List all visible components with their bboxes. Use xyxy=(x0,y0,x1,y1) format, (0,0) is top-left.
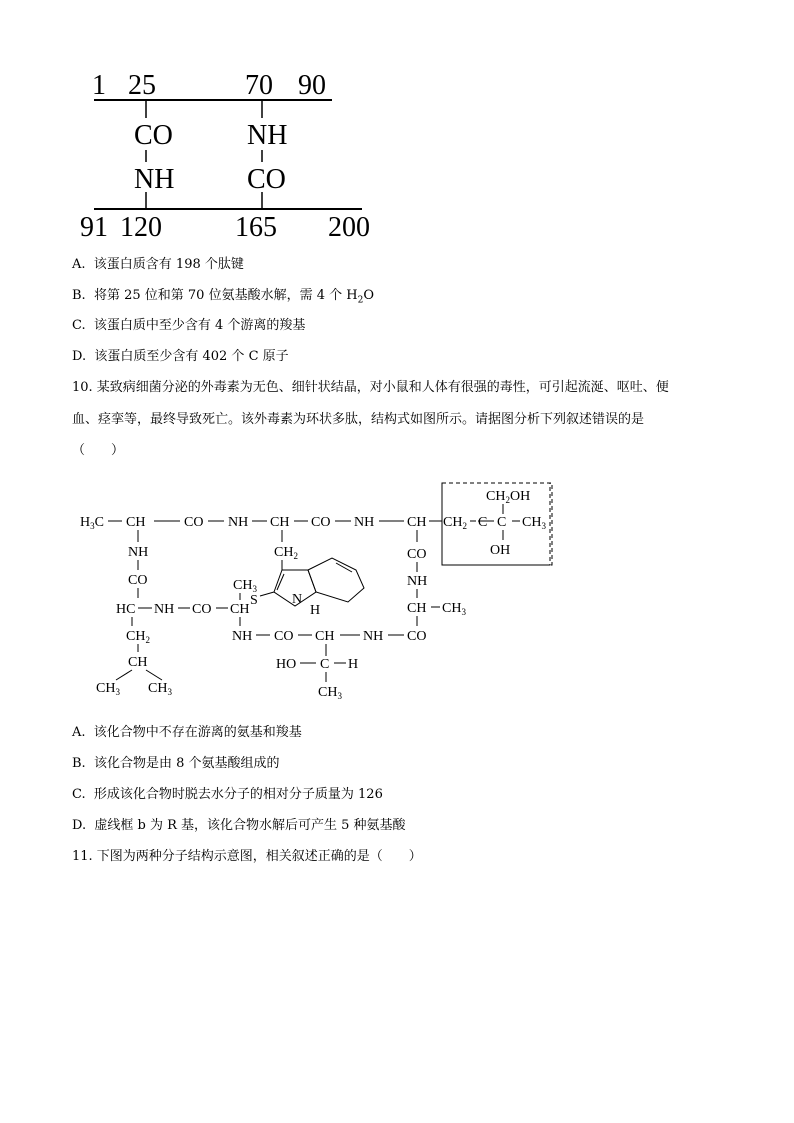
indole-h-label: H xyxy=(310,603,321,618)
svg-text:CO: CO xyxy=(407,547,427,562)
ch3-label-bottom: $CH_3$ xyxy=(318,685,342,701)
r-group-contents xyxy=(440,478,560,578)
position-label-90: 90 xyxy=(298,70,326,101)
q10-option-c: C. 形成该化合物时脱去水分子的相对分子质量为 126 xyxy=(72,787,383,802)
q10-option-a: A. 该化合物中不存在游离的氨基和羧基 xyxy=(72,725,302,740)
ch2oh-label: $CH_2OH$ xyxy=(486,489,531,505)
position-label-120: 120 xyxy=(120,212,162,243)
svg-text:HC: HC xyxy=(116,602,136,617)
ch2-label-left: $CH_2$ xyxy=(126,629,150,645)
position-label-70: 70 xyxy=(245,70,273,101)
svg-text:CH: CH xyxy=(407,601,427,616)
svg-text:NH: NH xyxy=(128,545,149,560)
ch3-label-box: $CH_3$ xyxy=(522,515,546,531)
svg-text:NH: NH xyxy=(363,629,384,644)
svg-text:CH: CH xyxy=(407,515,427,530)
svg-text:H: H xyxy=(348,657,359,672)
svg-text:NH: NH xyxy=(154,602,175,617)
svg-text:CH: CH xyxy=(230,602,250,617)
position-label-25: 25 xyxy=(128,70,156,101)
position-label-91: 91 xyxy=(80,212,108,243)
svg-text:NH: NH xyxy=(354,515,375,530)
svg-text:NH: NH xyxy=(228,515,249,530)
ch-label-1: CH xyxy=(126,515,146,530)
q10-option-b: B. 该化合物是由 8 个氨基酸组成的 xyxy=(72,756,280,771)
svg-text:CO: CO xyxy=(311,515,331,530)
position-label-165: 165 xyxy=(235,212,277,243)
left-co-label: CO xyxy=(134,120,173,151)
oh-label: OH xyxy=(490,543,511,558)
ch3-label-middle: $CH_3$ xyxy=(233,578,257,594)
ch3-label-left-2: $CH_3$ xyxy=(148,681,172,697)
ch2-label-top: $CH_2$ xyxy=(443,515,467,531)
svg-text:CO: CO xyxy=(192,602,212,617)
indole-six-ring xyxy=(308,558,364,602)
svg-text:CH: CH xyxy=(128,655,148,670)
ch3-label-right: $CH_3$ xyxy=(442,601,466,617)
svg-text:C: C xyxy=(320,657,330,672)
q10-stem-line2: 血、痉挛等，最终导致死亡。该外毒素为环状多肽，结构式如图所示。请据图分析下列叙述错误的是 xyxy=(72,412,645,427)
svg-text:CO: CO xyxy=(128,573,148,588)
svg-text:CO: CO xyxy=(184,515,204,530)
q9-option-a: A. 该蛋白质含有 198 个肽键 xyxy=(72,257,244,272)
svg-text:CO: CO xyxy=(407,629,427,644)
q10-stem-line3: （ ） xyxy=(72,443,125,458)
right-nh-label: NH xyxy=(247,120,288,151)
q9-option-b: B. 将第 25 位和第 70 位氨基酸水解，需 4 个 $H_2O$ xyxy=(72,288,374,306)
position-label-1: 1 xyxy=(92,70,106,101)
svg-text:HO: HO xyxy=(276,657,297,672)
svg-text:CO: CO xyxy=(274,629,294,644)
svg-text:C: C xyxy=(497,515,507,530)
svg-text:C: C xyxy=(478,515,488,530)
position-label-200: 200 xyxy=(328,212,370,243)
left-nh-label: NH xyxy=(134,164,175,195)
s-label: S xyxy=(250,593,258,608)
q9-option-d: D. 该蛋白质至少含有 402 个 C 原子 xyxy=(72,349,289,364)
ch3-label-left-1: $CH_3$ xyxy=(96,681,120,697)
cyclic-peptide-body xyxy=(70,478,466,708)
indole-n-label: N xyxy=(292,592,303,607)
svg-text:CH: CH xyxy=(270,515,290,530)
svg-text:NH: NH xyxy=(407,574,428,589)
right-co-label: CO xyxy=(247,164,286,195)
q10-stem-line1: 10. 某致病细菌分泌的外毒素为无色、细针状结晶，对小鼠和人体有很强的毒性，可引起流涎、呕吐、便 xyxy=(72,380,669,395)
q10-option-d: D. 虚线框 b 为 R 基，该化合物水解后可产生 5 种氨基酸 xyxy=(72,818,406,833)
protein-chain-diagram xyxy=(80,64,400,249)
svg-text:CH: CH xyxy=(315,629,335,644)
q9-option-c: C. 该蛋白质中至少含有 4 个游离的羧基 xyxy=(72,318,306,333)
q11-stem: 11. 下图为两种分子结构示意图，相关叙述正确的是（ ） xyxy=(72,849,422,864)
svg-text:NH: NH xyxy=(232,629,253,644)
h3c-label: $H_3C$ xyxy=(80,515,104,531)
ch2-label-indole: $CH_2$ xyxy=(274,545,298,561)
